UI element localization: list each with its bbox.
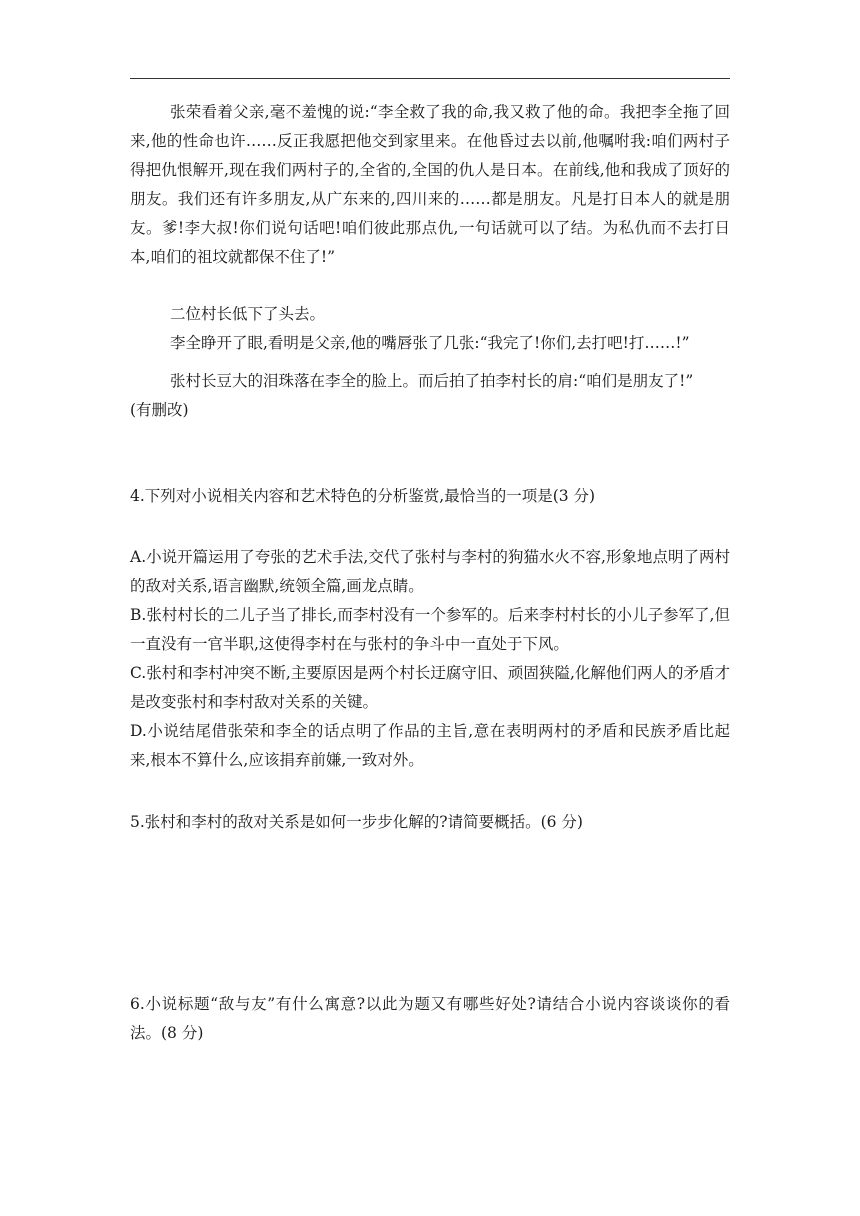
header-rule [130, 78, 730, 79]
passage-paragraph-3: 李全睁开了眼,看明是父亲,他的嘴唇张了几张:“我完了!你们,去打吧!打……!” [170, 334, 690, 352]
question-4-option-a: A.小说开篇运用了夸张的艺术手法,交代了张村与李村的狗猫水火不容,形象地点明了两村的敌对关系,语言幽默,统领全篇,画龙点睛。 [130, 548, 730, 595]
question-5-stem: 5.张村和李村的敌对关系是如何一步步化解的?请简要概括。(6 分) [130, 813, 583, 831]
question-6-stem: 6.小说标题“敌与友”有什么寓意?以此为题又有哪些好处?请结合小说内容谈谈你的看法。(8 分) [130, 995, 730, 1042]
question-4-option-d: D.小说结尾借张荣和李全的话点明了作品的主旨,意在表明两村的矛盾和民族矛盾比起来,根本不算什么,应该捐弃前嫌,一致对外。 [130, 722, 730, 769]
passage-paragraph-1: 张荣看着父亲,毫不羞愧的说:“李全救了我的命,我又救了他的命。我把李全拖了回来,他的性命也许……反正我愿把他交到家里来。在他昏过去以前,他嘱咐我:咱们两村子得把仇恨解开,现在我们两村子的,全省的,全国的仇人是日本。在前线,他和我成了顶好的朋友。我们还有许多朋友,从广东来的,四川来的……都是朋友。凡是打日本人的就是朋友。爹!李大叔!你们说句话吧!咱们彼此那点仇,一句话就可以了结。为私仇而不去打日本,咱们的祖坟就都保不住了!” [130, 103, 730, 266]
question-4-stem: 4.下列对小说相关内容和艺术特色的分析鉴赏,最恰当的一项是(3 分) [130, 487, 596, 505]
question-4-option-c: C.张村和李村冲突不断,主要原因是两个村长迂腐守旧、顽固狭隘,化解他们两人的矛盾才是改变张村和李村敌对关系的关键。 [130, 664, 730, 711]
passage-paragraph-4: 张村长豆大的泪珠落在李全的脸上。而后拍了拍李村长的肩:“咱们是朋友了!” [170, 372, 694, 390]
passage-paragraph-2: 二位村长低下了头去。 [170, 305, 326, 323]
question-4-option-b: B.张村村长的二儿子当了排长,而李村没有一个参军的。后来李村村长的小儿子参军了,但一直没有一官半职,这使得李村在与张村的争斗中一直处于下风。 [130, 606, 730, 653]
passage-source-note: (有删改) [130, 401, 189, 419]
